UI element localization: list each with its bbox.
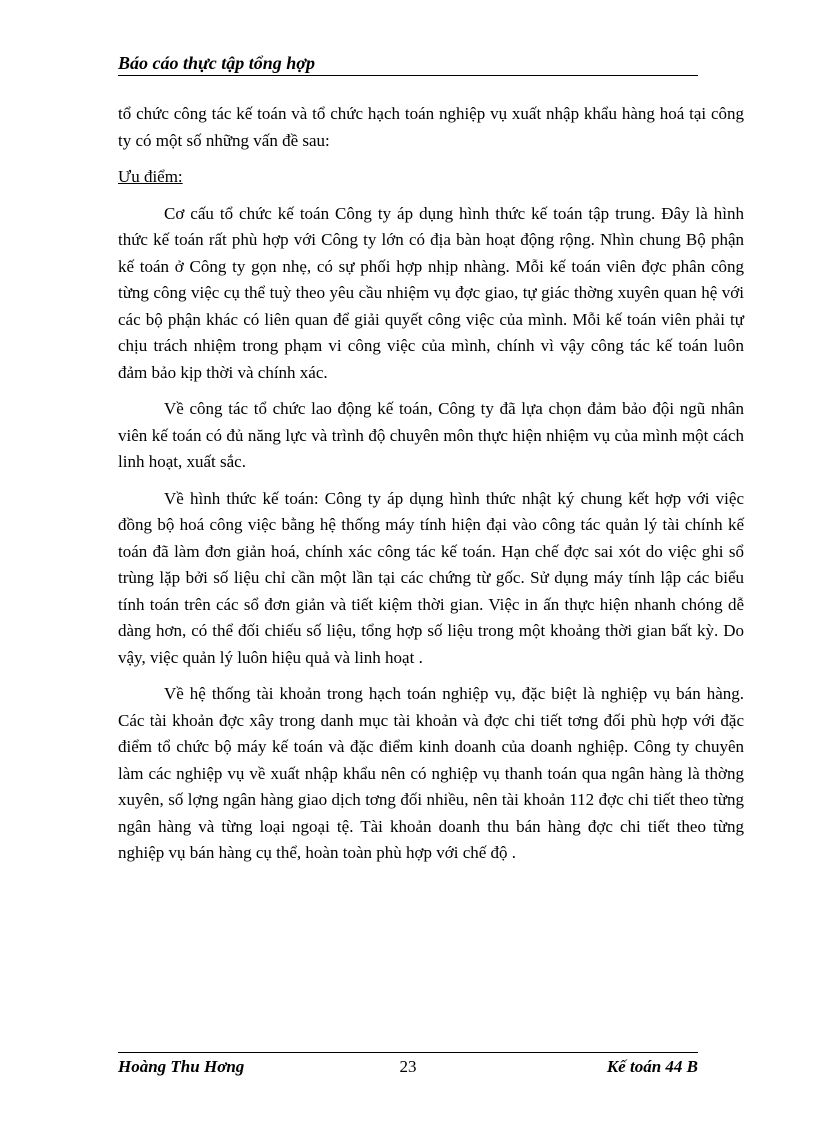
paragraph: Về công tác tổ chức lao động kế toán, Công ty đã lựa chọn đảm bảo đội ngũ nhân viên kế toán có đủ năng lực và trình độ chuyên môn thực hiện nhiệm vụ của mình một cách linh hoạt, xuất sắc. [118, 399, 744, 471]
intro-paragraph: tổ chức công tác kế toán và tổ chức hạch toán nghiệp vụ xuất nhập khẩu hàng hoá tại công ty có một số những vấn đề sau: [118, 104, 744, 150]
paragraph: Về hệ thống tài khoản trong hạch toán nghiệp vụ, đặc biệt là nghiệp vụ bán hàng. Các tài khoản đợc xây trong danh mục tài khoản và đợc chi tiết tơng đối phù hợp với đặc điểm tổ chức bộ máy kế toán và đặc điểm kinh doanh của doanh nghiệp. Công ty chuyên làm các nghiệp vụ về xuất nhập khẩu nên có nghiệp vụ thanh toán qua ngân hàng là thờng xuyên, số lợng ngân hàng giao dịch tơng đối nhiều, nên tài khoản 112 đợc chi tiết theo từng ngân hàng và từng loại ngoại tệ. Tài khoản doanh thu bán hàng đợc chi tiết theo từng nghiệp vụ bán hàng cụ thể, hoàn toàn phù hợp với chế độ . [118, 684, 744, 862]
subheading: Ưu điểm: [118, 167, 183, 186]
footer-class: Kế toán 44 B [606, 1057, 698, 1076]
page-footer [118, 1052, 698, 1078]
paragraph: Về hình thức kế toán: Công ty áp dụng hình thức nhật ký chung kết hợp với việc đồng bộ hoá công việc bằng hệ thống máy tính hiện đại vào công tác quản lý tài chính kế toán đã làm đơn giản hoá, chính xác công tác kế toán. Hạn chế đợc sai xót do việc ghi sổ trùng lặp bởi số liệu chỉ cần một lần tại các chứng từ gốc. Sử dụng máy tính lập các biểu tính toán trên các sổ đơn giản và tiết kiệm thời gian. Việc in ấn thực hiện nhanh chóng dễ dàng hơn, có thể đối chiếu số liệu, tổng hợp số liệu trong một khoảng thời gian bất kỳ. Do vậy, việc quản lý luôn hiệu quả và linh hoạt . [118, 488, 744, 667]
page-number: 23 [399, 1057, 417, 1076]
document-body [118, 101, 744, 867]
footer-author: Hoàng Thu Hơng [118, 1057, 245, 1076]
paragraph: Cơ cấu tổ chức kế toán Công ty áp dụng hình thức kế toán tập trung. Đây là hình thức kế toán rất phù hợp với Công ty lớn có địa bàn hoạt động rộng. Nhìn chung Bộ phận kế toán ở Công ty gọn nhẹ, có sự phối hợp nhịp nhàng. Mỗi kế toán viên đợc phân công từng công việc cụ thể tuỳ theo yêu cầu nhiệm vụ đợc giao, tự giác thờng xuyên quan hệ với các bộ phận khác có liên quan để giải quyết công việc của mình. Mỗi kế toán viên phải tự chịu trách nhiệm trong phạm vi công việc của mình, chính vì vậy công tác kế toán luôn đảm bảo kịp thời và chính xác. [118, 203, 744, 382]
header-title: Báo cáo thực tập tổng hợp [118, 53, 315, 73]
page-header [118, 52, 698, 76]
